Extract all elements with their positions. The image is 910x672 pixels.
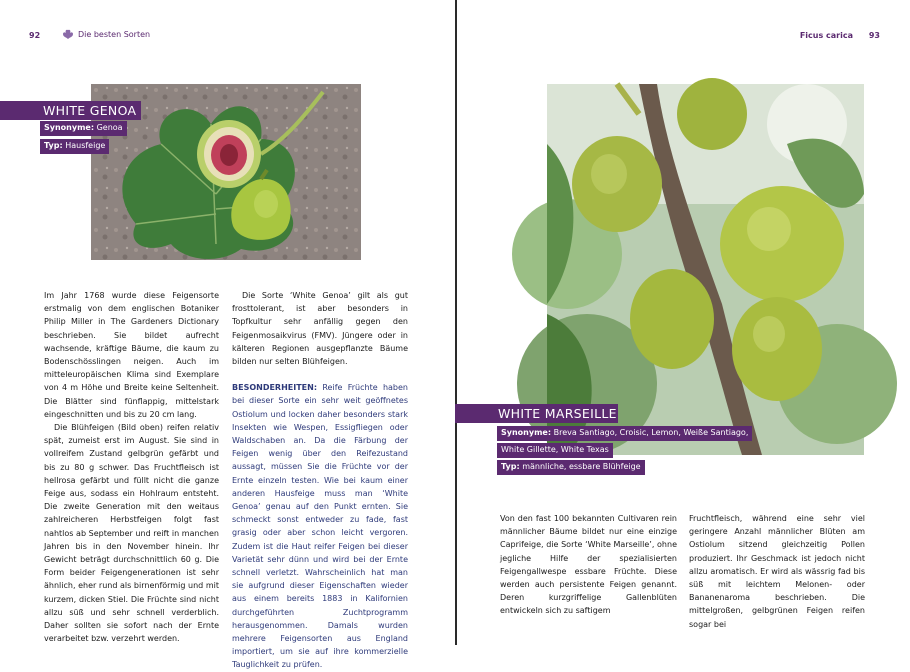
left-page-number: 92 xyxy=(29,31,41,40)
white-marseille-type-tag xyxy=(497,460,645,475)
white-marseille-synonyms-tag xyxy=(497,426,752,441)
white-genoa-type-tag xyxy=(40,139,109,154)
marseille-paragraph-1: Von den fast 100 bekannten Cultivaren rein männlicher Bäume bildet nur eine einzige Caprifeige, die Sorte ‘White Marseille’, ohne jegliche Hilfe der spezialisierten Feigengallwespe essbare Früchte. Diese werden auch persistente Feigen genannt. Deren kurzgriffelige Gallenblüten entwickeln sich zu saftigem xyxy=(500,514,677,616)
page-gutter xyxy=(455,0,457,645)
left-running-title: Die besten Sorten xyxy=(78,30,151,39)
right-page-number: 93 xyxy=(868,31,880,40)
fig-leaf-icon xyxy=(62,29,74,40)
synonyms-label-right: Synonyme: xyxy=(501,428,552,437)
white-genoa-synonyms-tag xyxy=(40,121,127,136)
type-value-right: männliche, essbare Blühfeige xyxy=(522,462,641,471)
left-column-1 xyxy=(44,289,219,645)
type-label-right: Typ: xyxy=(501,462,520,471)
synonyms-label: Synonyme: xyxy=(44,123,95,132)
synonyms-value-right-2: White Gillette, White Texas xyxy=(501,445,609,454)
right-column-2 xyxy=(689,512,865,631)
white-genoa-title xyxy=(0,101,141,120)
marseille-paragraph-2: Fruchtfleisch, während eine sehr viel geringere Anzahl männlicher Blüten am Ostiolum sitzend gleichzeitig Pollen produziert. Ihr Geschmack ist jedoch nicht allzu aromatisch. Er wird als wässrig fad bis süß mit leichtem Melonen- oder Bananenaroma beschrieben. Die mittelgroßen, gelbgrünen Feigen reifen sogar bei xyxy=(689,514,865,629)
genoa-paragraph-3: Die Sorte ‘White Genoa’ gilt als gut frosttolerant, ist aber besonders in Topfkultur sehr anfällig gegen den Feigenmosaikvirus (FMV). Jüngere oder in kälteren Regionen ausgepflanzte Bäume bilden nur selten Blühfeigen. xyxy=(232,291,408,367)
synonyms-value: Genoa xyxy=(96,123,123,132)
special-note-text: Reife Früchte haben bei dieser Sorte ein sehr weit geöffnetes Ostiolum und locken daher besonders stark Insekten wie Wespen, Essigfliegen oder Waldschaben an. Da die Färbung der Feigen wenig über den Reifezustand aussagt, müssen Sie die Früchte vor der Ernte einzeln testen. Wie bei kaum einer anderen Hausfeige muss man ‘White Genoa’ genau auf den Punkt ernten. Sie schmeckt sonst entweder zu fade, fast grasig oder aber schon leicht vergoren. Zudem ist die Haut reifer Feigen bei dieser Varietät sehr dünn und wird bei der Ernte schnell verletzt. Wahrscheinlich hat man sie aufgrund dieser Eigenschaften wieder aus einem bereits 1883 in Kalifornien durchgeführten Zuchtprogramm herausgenommen. Damals wurden mehrere Feigensorten aus England importiert, um sie auf ihre kommerzielle Tauglichkeit zu prüfen. xyxy=(232,383,408,670)
type-value: Hausfeige xyxy=(65,141,106,150)
left-running-head xyxy=(62,29,150,40)
genoa-paragraph-1: Im Jahr 1768 wurde diese Feigensorte erstmalig von dem englischen Botaniker Philip Miller in The Gardeners Dictionary beschrieben. Sie bildet aufrecht wachsende, kräftige Bäume, die kaum zu Bodenschösslingen neigen. Auch im mitteleuropäischen Klima sind Exemplare von 4 m Höhe und Breite keine Seltenheit. Die Blätter sind fünflappig, mittelstark eingeschnitten und bis zu 20 cm lang. xyxy=(44,291,219,419)
white-genoa-title-text: WHITE GENOA xyxy=(43,103,137,118)
left-column-2 xyxy=(232,289,408,672)
right-column-1 xyxy=(500,512,677,618)
white-marseille-title xyxy=(455,404,618,423)
special-note-lead: BESONDERHEITEN: xyxy=(232,383,318,393)
type-label: Typ: xyxy=(44,141,63,150)
genoa-paragraph-2: Die Blühfeigen (Bild oben) reifen relativ spät, zumeist erst im August. Sie sind in vollreifem Zustand gelbgrün gefärbt und bis zu 80 g schwer. Das Fruchtfleisch ist hellrosa gefärbt und füllt nicht die ganze Feige aus, sodass ein Hohlraum entsteht. Die zweite Generation mit den weitaus zahlreicheren Herbstfeigen folgt fast nahtlos ab September und reift in manchen Jahren bis in den November hinein. Ihr Gewicht beträgt durchschnittlich 60 g. Die Form beider Feigengenerationen ist sehr ähnlich, eher rund als birnenförmig und mit kurzem, dicken Stiel. Die Früchte sind nicht allzu süß und sehr schnell verderblich. Daher sollten sie sofort nach der Ernte verarbeitet bzw. verzehrt werden. xyxy=(44,423,219,644)
genoa-special-note xyxy=(232,381,408,671)
right-running-title: Ficus carica xyxy=(799,31,853,40)
synonyms-value-right: Breva Santiago, Croisic, Lemon, Weiße Santiago, xyxy=(553,428,749,437)
white-marseille-title-text: WHITE MARSEILLE xyxy=(498,406,617,421)
white-marseille-synonyms-tag-2 xyxy=(497,443,613,458)
white-marseille-photo xyxy=(547,84,864,455)
